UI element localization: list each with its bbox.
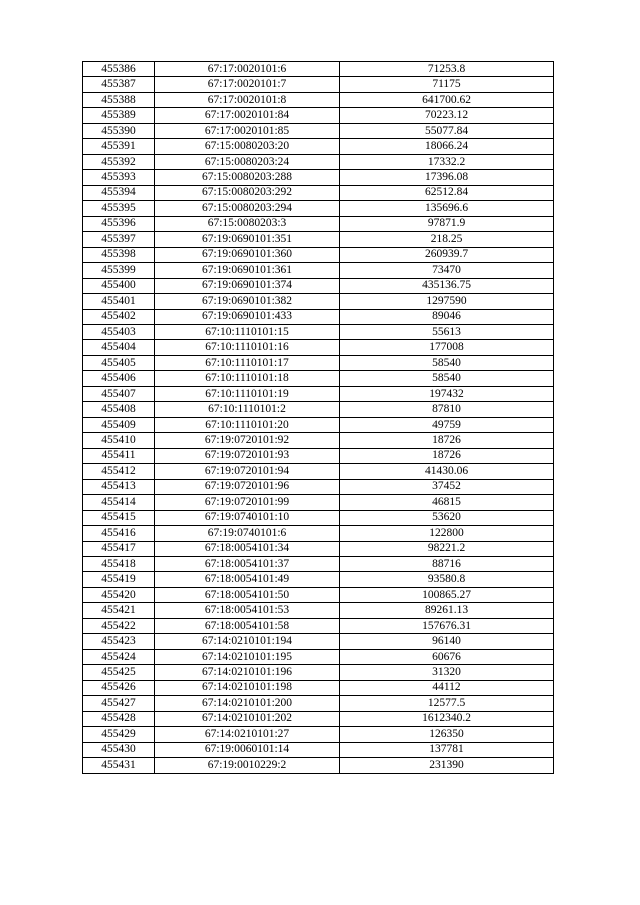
- value-cell: 218.25: [340, 232, 554, 247]
- row-number-cell: 455430: [83, 742, 155, 757]
- row-number-cell: 455389: [83, 108, 155, 123]
- value-cell: 31320: [340, 665, 554, 680]
- row-number-cell: 455396: [83, 216, 155, 231]
- value-cell: 177008: [340, 340, 554, 355]
- row-number-cell: 455419: [83, 572, 155, 587]
- table-row: [83, 696, 554, 711]
- table-row: [83, 216, 554, 231]
- value-cell: 231390: [340, 758, 554, 773]
- value-cell: 135696.6: [340, 201, 554, 216]
- cadastral-number-cell: 67:14:0210101:202: [155, 711, 340, 726]
- table-row: [83, 77, 554, 92]
- cadastral-number-cell: 67:19:0720101:92: [155, 433, 340, 448]
- cadastral-number-cell: 67:18:0054101:49: [155, 572, 340, 587]
- table-row: [83, 464, 554, 479]
- cadastral-number-cell: 67:14:0210101:200: [155, 696, 340, 711]
- cadastral-number-cell: 67:19:0690101:360: [155, 247, 340, 262]
- cadastral-number-cell: 67:15:0080203:292: [155, 185, 340, 200]
- row-number-cell: 455413: [83, 479, 155, 494]
- value-cell: 46815: [340, 495, 554, 510]
- table-row: [83, 649, 554, 664]
- cadastral-number-cell: 67:19:0060101:14: [155, 742, 340, 757]
- row-number-cell: 455388: [83, 92, 155, 107]
- table-row: [83, 557, 554, 572]
- cadastral-number-cell: 67:19:0010229:2: [155, 758, 340, 773]
- table-row: [83, 448, 554, 463]
- cadastral-number-cell: 67:15:0080203:20: [155, 139, 340, 154]
- row-number-cell: 455387: [83, 77, 155, 92]
- row-number-cell: 455412: [83, 464, 155, 479]
- table-row: [83, 309, 554, 324]
- row-number-cell: 455397: [83, 232, 155, 247]
- row-number-cell: 455408: [83, 402, 155, 417]
- cadastral-number-cell: 67:10:1110101:15: [155, 324, 340, 339]
- table-row: [83, 526, 554, 541]
- value-cell: 58540: [340, 355, 554, 370]
- row-number-cell: 455392: [83, 154, 155, 169]
- cadastral-number-cell: 67:14:0210101:196: [155, 665, 340, 680]
- table-row: [83, 62, 554, 77]
- value-cell: 55077.84: [340, 123, 554, 138]
- table-row: [83, 294, 554, 309]
- value-cell: 157676.31: [340, 618, 554, 633]
- row-number-cell: 455393: [83, 170, 155, 185]
- cadastral-number-cell: 67:19:0690101:374: [155, 278, 340, 293]
- cadastral-number-cell: 67:10:1110101:19: [155, 386, 340, 401]
- value-cell: 435136.75: [340, 278, 554, 293]
- row-number-cell: 455390: [83, 123, 155, 138]
- cadastral-number-cell: 67:15:0080203:288: [155, 170, 340, 185]
- cadastral-number-cell: 67:18:0054101:50: [155, 587, 340, 602]
- table-row: [83, 758, 554, 773]
- cadastral-number-cell: 67:17:0020101:6: [155, 62, 340, 77]
- row-number-cell: 455414: [83, 495, 155, 510]
- row-number-cell: 455431: [83, 758, 155, 773]
- cadastral-number-cell: 67:18:0054101:58: [155, 618, 340, 633]
- cadastral-number-cell: 67:19:0740101:6: [155, 526, 340, 541]
- table-row: [83, 680, 554, 695]
- row-number-cell: 455409: [83, 417, 155, 432]
- table-row: [83, 727, 554, 742]
- cadastral-number-cell: 67:15:0080203:294: [155, 201, 340, 216]
- row-number-cell: 455410: [83, 433, 155, 448]
- value-cell: 96140: [340, 634, 554, 649]
- row-number-cell: 455418: [83, 557, 155, 572]
- value-cell: 97871.9: [340, 216, 554, 231]
- cadastral-number-cell: 67:10:1110101:18: [155, 371, 340, 386]
- value-cell: 137781: [340, 742, 554, 757]
- table-row: [83, 417, 554, 432]
- value-cell: 71253.8: [340, 62, 554, 77]
- cadastral-number-cell: 67:19:0740101:10: [155, 510, 340, 525]
- table-row: [83, 340, 554, 355]
- row-number-cell: 455428: [83, 711, 155, 726]
- cadastral-number-cell: 67:10:1110101:2: [155, 402, 340, 417]
- value-cell: 260939.7: [340, 247, 554, 262]
- row-number-cell: 455429: [83, 727, 155, 742]
- table-row: [83, 154, 554, 169]
- table-row: [83, 108, 554, 123]
- value-cell: 17332.2: [340, 154, 554, 169]
- row-number-cell: 455395: [83, 201, 155, 216]
- row-number-cell: 455424: [83, 649, 155, 664]
- cadastral-number-cell: 67:19:0690101:361: [155, 263, 340, 278]
- table-row: [83, 92, 554, 107]
- data-table: [82, 61, 554, 774]
- value-cell: 49759: [340, 417, 554, 432]
- cadastral-number-cell: 67:17:0020101:84: [155, 108, 340, 123]
- value-cell: 88716: [340, 557, 554, 572]
- cadastral-number-cell: 67:15:0080203:24: [155, 154, 340, 169]
- cadastral-number-cell: 67:14:0210101:194: [155, 634, 340, 649]
- value-cell: 58540: [340, 371, 554, 386]
- table-row: [83, 324, 554, 339]
- table-row: [83, 634, 554, 649]
- table-row: [83, 541, 554, 556]
- row-number-cell: 455420: [83, 587, 155, 602]
- value-cell: 197432: [340, 386, 554, 401]
- cadastral-number-cell: 67:14:0210101:195: [155, 649, 340, 664]
- table-row: [83, 603, 554, 618]
- value-cell: 1297590: [340, 294, 554, 309]
- cadastral-number-cell: 67:19:0720101:99: [155, 495, 340, 510]
- table-row: [83, 711, 554, 726]
- row-number-cell: 455422: [83, 618, 155, 633]
- table-row: [83, 247, 554, 262]
- table-row: [83, 232, 554, 247]
- value-cell: 41430.06: [340, 464, 554, 479]
- value-cell: 53620: [340, 510, 554, 525]
- value-cell: 89261.13: [340, 603, 554, 618]
- row-number-cell: 455391: [83, 139, 155, 154]
- value-cell: 12577.5: [340, 696, 554, 711]
- row-number-cell: 455423: [83, 634, 155, 649]
- cadastral-number-cell: 67:19:0690101:351: [155, 232, 340, 247]
- cadastral-number-cell: 67:17:0020101:8: [155, 92, 340, 107]
- row-number-cell: 455426: [83, 680, 155, 695]
- table-row: [83, 510, 554, 525]
- table-row: [83, 386, 554, 401]
- cadastral-number-cell: 67:10:1110101:17: [155, 355, 340, 370]
- value-cell: 93580.8: [340, 572, 554, 587]
- cadastral-number-cell: 67:14:0210101:198: [155, 680, 340, 695]
- row-number-cell: 455416: [83, 526, 155, 541]
- value-cell: 100865.27: [340, 587, 554, 602]
- table-row: [83, 479, 554, 494]
- cadastral-number-cell: 67:18:0054101:37: [155, 557, 340, 572]
- cadastral-number-cell: 67:17:0020101:85: [155, 123, 340, 138]
- cadastral-number-cell: 67:10:1110101:20: [155, 417, 340, 432]
- cadastral-number-cell: 67:19:0720101:94: [155, 464, 340, 479]
- value-cell: 18726: [340, 448, 554, 463]
- table-row: [83, 355, 554, 370]
- value-cell: 1612340.2: [340, 711, 554, 726]
- value-cell: 60676: [340, 649, 554, 664]
- value-cell: 641700.62: [340, 92, 554, 107]
- row-number-cell: 455399: [83, 263, 155, 278]
- value-cell: 17396.08: [340, 170, 554, 185]
- table-row: [83, 123, 554, 138]
- table-row: [83, 433, 554, 448]
- table-row: [83, 371, 554, 386]
- row-number-cell: 455398: [83, 247, 155, 262]
- row-number-cell: 455394: [83, 185, 155, 200]
- value-cell: 87810: [340, 402, 554, 417]
- table-body: [83, 62, 554, 774]
- row-number-cell: 455386: [83, 62, 155, 77]
- table-row: [83, 495, 554, 510]
- row-number-cell: 455404: [83, 340, 155, 355]
- cadastral-number-cell: 67:18:0054101:53: [155, 603, 340, 618]
- row-number-cell: 455407: [83, 386, 155, 401]
- value-cell: 70223.12: [340, 108, 554, 123]
- cadastral-number-cell: 67:10:1110101:16: [155, 340, 340, 355]
- row-number-cell: 455400: [83, 278, 155, 293]
- table-row: [83, 402, 554, 417]
- table-row: [83, 665, 554, 680]
- cadastral-number-cell: 67:19:0690101:382: [155, 294, 340, 309]
- row-number-cell: 455421: [83, 603, 155, 618]
- value-cell: 55613: [340, 324, 554, 339]
- table-row: [83, 572, 554, 587]
- row-number-cell: 455406: [83, 371, 155, 386]
- cadastral-number-cell: 67:18:0054101:34: [155, 541, 340, 556]
- row-number-cell: 455401: [83, 294, 155, 309]
- table-row: [83, 139, 554, 154]
- cadastral-number-cell: 67:14:0210101:27: [155, 727, 340, 742]
- row-number-cell: 455415: [83, 510, 155, 525]
- cadastral-number-cell: 67:19:0720101:93: [155, 448, 340, 463]
- table-row: [83, 263, 554, 278]
- table-row: [83, 742, 554, 757]
- row-number-cell: 455411: [83, 448, 155, 463]
- table-row: [83, 587, 554, 602]
- table-row: [83, 201, 554, 216]
- row-number-cell: 455417: [83, 541, 155, 556]
- row-number-cell: 455405: [83, 355, 155, 370]
- value-cell: 37452: [340, 479, 554, 494]
- table-row: [83, 618, 554, 633]
- table-row: [83, 170, 554, 185]
- value-cell: 18066.24: [340, 139, 554, 154]
- value-cell: 62512.84: [340, 185, 554, 200]
- table-row: [83, 185, 554, 200]
- value-cell: 44112: [340, 680, 554, 695]
- value-cell: 73470: [340, 263, 554, 278]
- value-cell: 71175: [340, 77, 554, 92]
- cadastral-number-cell: 67:19:0720101:96: [155, 479, 340, 494]
- cadastral-number-cell: 67:19:0690101:433: [155, 309, 340, 324]
- value-cell: 122800: [340, 526, 554, 541]
- cadastral-number-cell: 67:17:0020101:7: [155, 77, 340, 92]
- value-cell: 18726: [340, 433, 554, 448]
- row-number-cell: 455402: [83, 309, 155, 324]
- value-cell: 126350: [340, 727, 554, 742]
- table-row: [83, 278, 554, 293]
- value-cell: 98221.2: [340, 541, 554, 556]
- value-cell: 89046: [340, 309, 554, 324]
- row-number-cell: 455425: [83, 665, 155, 680]
- row-number-cell: 455403: [83, 324, 155, 339]
- row-number-cell: 455427: [83, 696, 155, 711]
- cadastral-number-cell: 67:15:0080203:3: [155, 216, 340, 231]
